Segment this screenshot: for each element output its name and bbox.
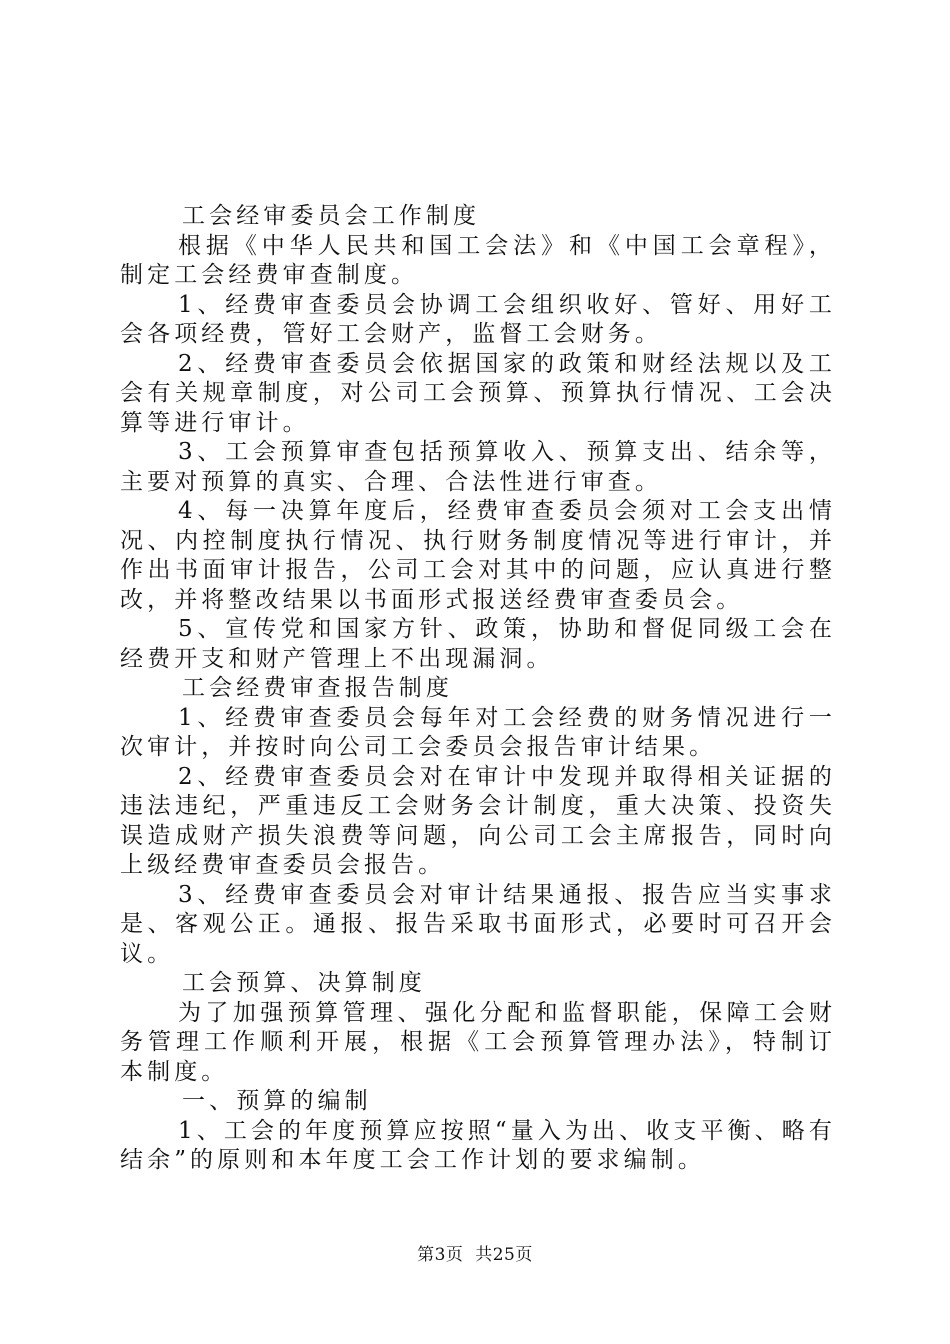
subsection-title-budget-preparation: 一、预算的编制	[182, 1088, 372, 1114]
paragraph: 1、经费审查委员会每年对工会经费的财务情况进行一次审计，并按时向公司工会委员会报告审计结果。	[120, 704, 836, 760]
section-title-budget: 工会预算、决算制度	[182, 970, 426, 996]
section-title-audit-report: 工会经费审查报告制度	[182, 675, 453, 701]
page-footer	[0, 1244, 950, 1266]
document-body	[120, 202, 836, 1176]
page-number-label: 第3页 共25页	[417, 1245, 533, 1265]
section-title-audit-committee: 工会经审委员会工作制度	[182, 203, 481, 229]
paragraph: 5、宣传党和国家方针、政策，协助和督促同级工会在经费开支和财产管理上不出现漏洞。	[120, 616, 836, 672]
paragraph: 1、经费审查委员会协调工会组织收好、管好、用好工会各项经费，管好工会财产，监督工会财务。	[120, 291, 836, 347]
paragraph: 4、每一决算年度后，经费审查委员会须对工会支出情况、内控制度执行情况、执行财务制度情况等进行审计，并作出书面审计报告，公司工会对其中的问题，应认真进行整改，并将整改结果以书面形式报送经费审查委员会。	[120, 498, 836, 613]
paragraph: 根据《中华人民共和国工会法》和《中国工会章程》，制定工会经费审查制度。	[120, 232, 836, 288]
paragraph: 2、经费审查委员会依据国家的政策和财经法规以及工会有关规章制度，对公司工会预算、预算执行情况、工会决算等进行审计。	[120, 350, 836, 436]
paragraph: 3、工会预算审查包括预算收入、预算支出、结余等，主要对预算的真实、合理、合法性进行审查。	[120, 439, 836, 495]
paragraph: 1、工会的年度预算应按照“量入为出、收支平衡、略有结余”的原则和本年度工会工作计划的要求编制。	[120, 1117, 836, 1173]
paragraph: 为了加强预算管理、强化分配和监督职能，保障工会财务管理工作顺利开展，根据《工会预算管理办法》，特制订本制度。	[120, 999, 836, 1085]
paragraph: 3、经费审查委员会对审计结果通报、报告应当实事求是、客观公正。通报、报告采取书面形式，必要时可召开会议。	[120, 881, 836, 967]
paragraph: 2、经费审查委员会对在审计中发现并取得相关证据的违法违纪，严重违反工会财务会计制度，重大决策、投资失误造成财产损失浪费等问题，向公司工会主席报告，同时向上级经费审查委员会报告。	[120, 763, 836, 878]
